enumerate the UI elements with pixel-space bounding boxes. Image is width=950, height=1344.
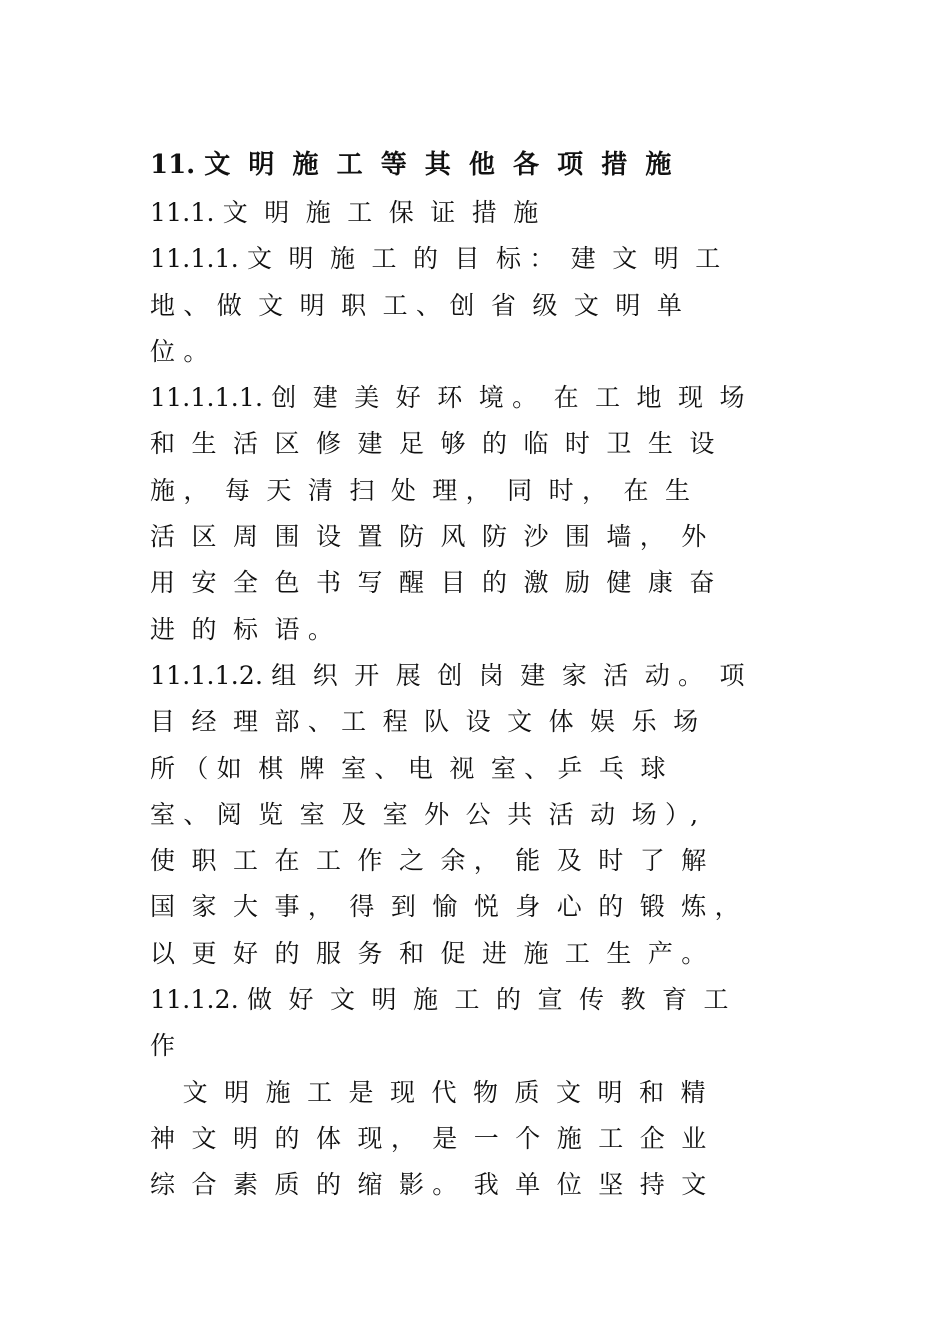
paragraph-line: 神 文 明 的 体 现 ， 是 一 个 施 工 企 业 xyxy=(150,1123,707,1153)
paragraph-line: 和 生 活 区 修 建 足 够 的 临 时 卫 生 设 xyxy=(150,429,715,459)
subsection-heading: 11.1. 文 明 施 工 保 证 措 施 xyxy=(150,198,539,227)
paragraph-line: 11.1.1. 文 明 施 工 的 目 标 ： 建 文 明 工 xyxy=(150,244,721,274)
paragraph-line: 综 合 素 质 的 缩 影 。 我 单 位 坚 持 文 xyxy=(150,1170,707,1200)
document-page xyxy=(150,140,870,1209)
paragraph-line: 11.1.1.1. 创 建 美 好 环 境 。 在 工 地 现 场 xyxy=(150,383,745,413)
paragraph-line: 国 家 大 事 ， 得 到 愉 悦 身 心 的 锻 炼 ， xyxy=(150,892,740,922)
paragraph-line: 11.1.1.2. 组 织 开 展 创 岗 建 家 活 动 。 项 xyxy=(150,660,745,690)
paragraph-line: 位 。 xyxy=(150,336,209,366)
paragraph-line: 作 xyxy=(150,1031,176,1061)
paragraph-line: 活 区 周 围 设 置 防 风 防 沙 围 墙 ， 外 xyxy=(150,522,707,552)
paragraph-line: 使 职 工 在 工 作 之 余 ， 能 及 时 了 解 xyxy=(150,846,707,876)
paragraph-line: 地 、 做 文 明 职 工 、 创 省 级 文 明 单 xyxy=(150,290,683,320)
paragraph-line: 目 经 理 部 、 工 程 队 设 文 体 娱 乐 场 xyxy=(150,707,699,737)
paragraph-line: 文 明 施 工 是 现 代 物 质 文 明 和 精 xyxy=(150,1077,706,1107)
paragraph-line: 施 ， 每 天 清 扫 处 理 ， 同 时 ， 在 生 xyxy=(150,475,691,505)
paragraph-line: 进 的 标 语 。 xyxy=(150,614,334,644)
paragraph-line: 用 安 全 色 书 写 醒 目 的 激 励 健 康 奋 xyxy=(150,568,715,598)
paragraph-line: 室 、 阅 览 室 及 室 外 公 共 活 动 场 ）, xyxy=(150,799,699,829)
section-heading: 11. 文 明 施 工 等 其 他 各 项 措 施 xyxy=(150,150,672,180)
paragraph-line: 11.1.2. 做 好 文 明 施 工 的 宣 传 教 育 工 xyxy=(150,985,729,1015)
paragraph-line: 以 更 好 的 服 务 和 促 进 施 工 生 产 。 xyxy=(150,938,707,968)
paragraph-line: 所 （ 如 棋 牌 室 、 电 视 室 、 乒 乓 球 xyxy=(150,753,666,783)
